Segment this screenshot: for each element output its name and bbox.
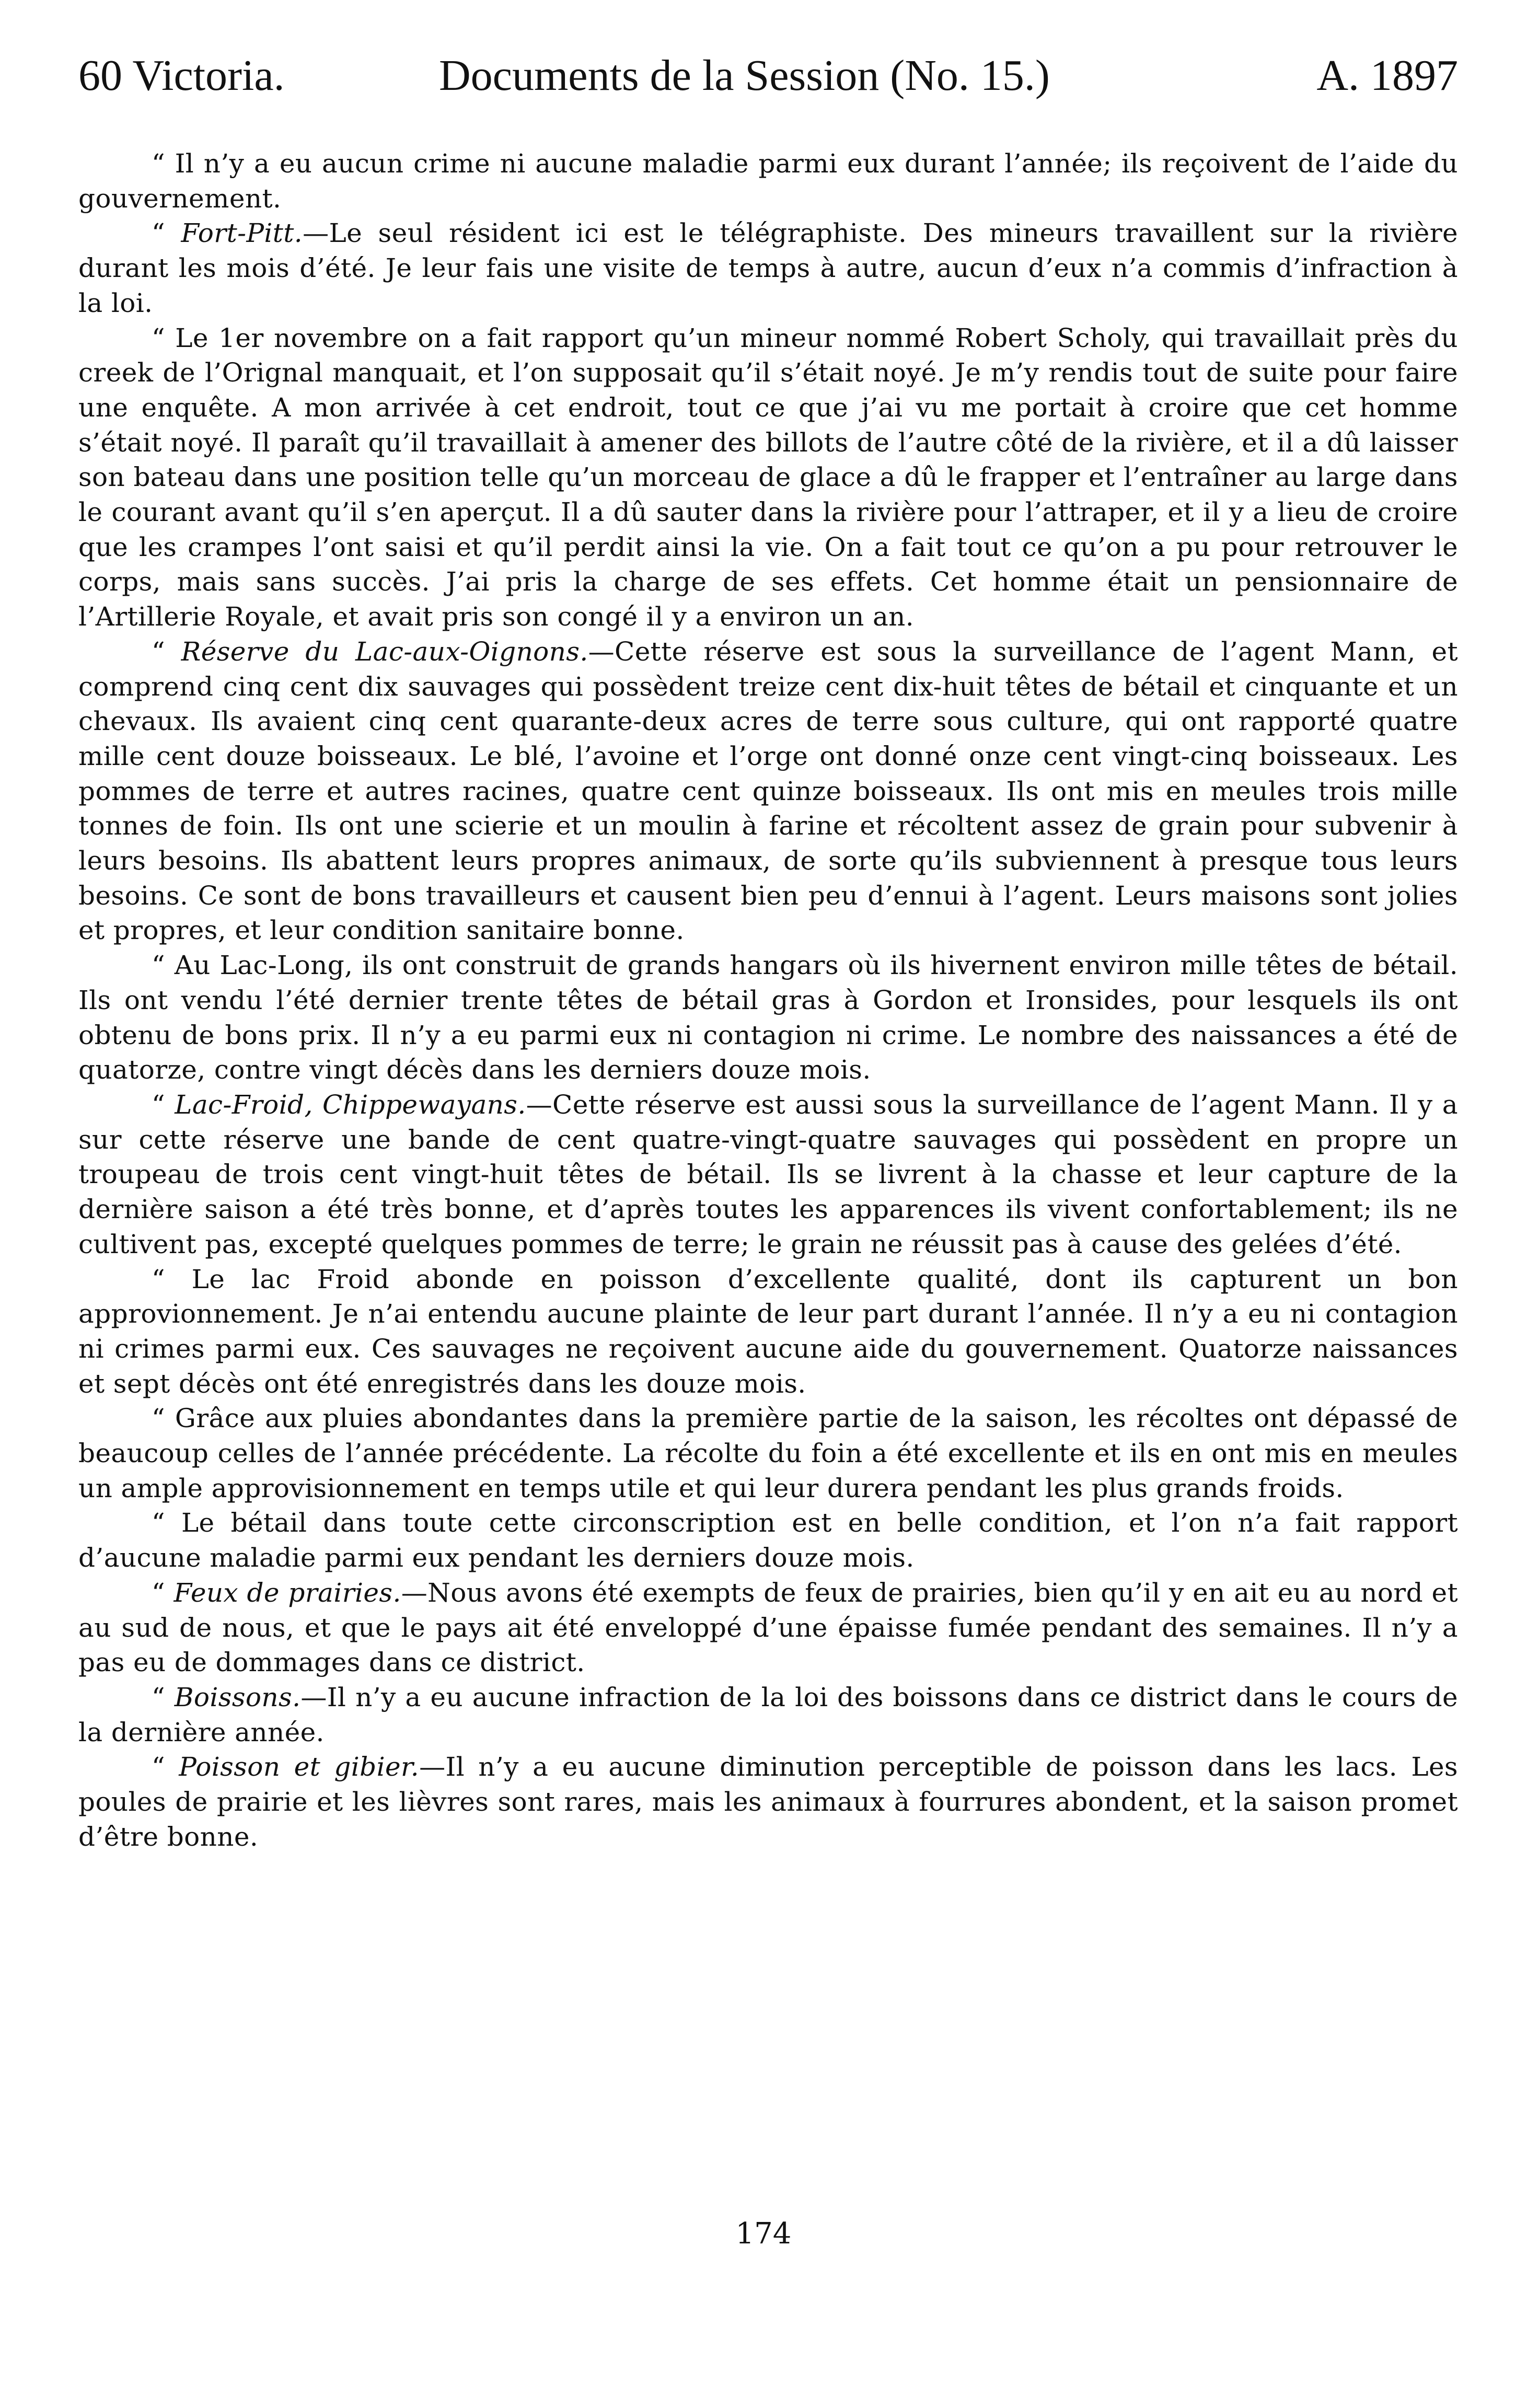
header-volume: 60 Victoria. <box>78 51 285 100</box>
header-year: A. 1897 <box>1316 51 1458 100</box>
paragraph-feux-prairies: “ Feux de prairies.—Nous avons été exempts de feux de prairies, bien qu’il y en ait eu au nord et au sud de nous, et que le pays ait été enveloppé d’une épaisse fumée pendant des semaines. Il n’y a pas eu de dommages dans ce district. <box>78 1577 1458 1678</box>
paragraph-lac-aux-oignons: “ Réserve du Lac-aux-Oignons.—Cette réserve est sous la surveillance de l’agent Mann, et comprend cinq cent dix sauvages qui possèdent treize cent dix-huit têtes de bétail et cinquante et un chevaux. Ils avaient cinq cent quarante-deux acres de terre sous culture, qui ont rapporté quatre mille cent douze boisseaux. Le blé, l’avoine et l’orge ont donné onze cent vingt-cinq boisseaux. Les pommes de terre et autres racines, quatre cent quinze boisseaux. Ils ont mis en meules trois mille tonnes de foin. Ils ont une scierie et un moulin à farine et récoltent assez de grain pour subvenir à leurs besoins. Ils abattent leurs propres animaux, de sorte qu’ils subviennent à presque tous leurs besoins. Ce sont de bons travailleurs et causent bien peu d’ennui à l’agent. Leurs maisons sont jolies et propres, et leur condition sanitaire bonne. <box>78 636 1458 946</box>
paragraph-fort-pitt: “ Fort-Pitt.—Le seul résident ici est le télégraphiste. Des mineurs travaillent sur la rivière durant les mois d’été. Je leur fais une visite de temps à autre, aucun d’eux n’a commis d’infraction à la loi. <box>78 218 1458 318</box>
paragraph-lac-long: “ Au Lac-Long, ils ont construit de grands hangars où ils hivernent environ mille têtes de bétail. Ils ont vendu l’été dernier trente têtes de bétail gras à Gordon et Ironsides, pour lesquels ils ont obtenu de bons prix. Il n’y a eu parmi eux ni contagion ni crime. Le nombre des naissances a été de quatorze, contre vingt décès dans les derniers douze mois. <box>78 950 1458 1085</box>
header-title: Documents de la Session (No. 15.) <box>439 51 1050 100</box>
paragraph-betail: “ Le bétail dans toute cette circonscription est en belle condition, et l’on n’a fait rapport d’aucune maladie parmi eux pendant les derniers douze mois. <box>78 1508 1458 1573</box>
page-number: 174 <box>735 2217 792 2251</box>
report-body <box>78 146 1458 1854</box>
paragraph-boissons: “ Boissons.—Il n’y a eu aucune infraction de la loi des boissons dans ce district dans le cours de la dernière année. <box>78 1682 1458 1747</box>
paragraph-lac-froid: “ Lac-Froid, Chippewayans.—Cette réserve est aussi sous la surveillance de l’agent Mann. Il y a sur cette réserve une bande de cent quatre-vingt-quatre sauvages qui possèdent en propre un troupeau de trois cent vingt-huit têtes de bétail. Ils se livrent à la chasse et leur capture de la dernière saison a été très bonne, et d’après toutes les apparences ils vivent confortablement; ils ne cultivent pas, excepté quelques pommes de terre; le grain ne réussit pas à cause des gelées d’été. <box>78 1089 1458 1259</box>
paragraph-poisson-lac-froid: “ Le lac Froid abonde en poisson d’excellente qualité, dont ils capturent un bon approvionnement. Je n’ai entendu aucune plainte de leur part durant l’année. Il n’y a eu ni contagion ni crimes parmi eux. Ces sauvages ne reçoivent aucune aide du gouvernement. Quatorze naissances et sept décès ont été enregistrés dans les douze mois. <box>78 1264 1458 1399</box>
paragraph-poisson-gibier: “ Poisson et gibier.—Il n’y a eu aucune diminution perceptible de poisson dans les lacs. Les poules de prairie et les lièvres sont rares, mais les animaux à fourrures abondent, et la saison promet d’être bonne. <box>78 1752 1458 1852</box>
paragraph-recoltes: “ Grâce aux pluies abondantes dans la première partie de la saison, les récoltes ont dépassé de beaucoup celles de l’année précédente. La récolte du foin a été excellente et ils en ont mis en meules un ample approvisionnement en temps utile et qui leur durera pendant les plus grands froids. <box>78 1403 1458 1503</box>
paragraph-noyade-mineur: “ Le 1er novembre on a fait rapport qu’un mineur nommé Robert Scholy, qui travaillait près du creek de l’Orignal manquait, et l’on supposait qu’il s’était noyé. Je m’y rendis tout de suite pour faire une enquête. A mon arrivée à cet endroit, tout ce que j’ai vu me portait à croire que cet homme s’était noyé. Il paraît qu’il travaillait à amener des billots de l’autre côté de la rivière, et il a dû laisser son bateau dans une position telle qu’un morceau de glace a dû le frapper et l’entraîner au large dans le courant avant qu’il s’en aperçut. Il a dû sauter dans la rivière pour l’attraper, et il y a lieu de croire que les crampes l’ont saisi et qu’il perdit ainsi la vie. On a fait tout ce qu’on a pu pour retrouver le corps, mais sans succès. J’ai pris la charge de ses effets. Cet homme était un pensionnaire de l’Artillerie Royale, et avait pris son congé il y a environ un an. <box>78 322 1458 632</box>
paragraph-crime-maladie: “ Il n’y a eu aucun crime ni aucune maladie parmi eux durant l’année; ils reçoivent de l’aide du gouvernement. <box>78 148 1458 214</box>
page-header <box>78 47 1458 105</box>
